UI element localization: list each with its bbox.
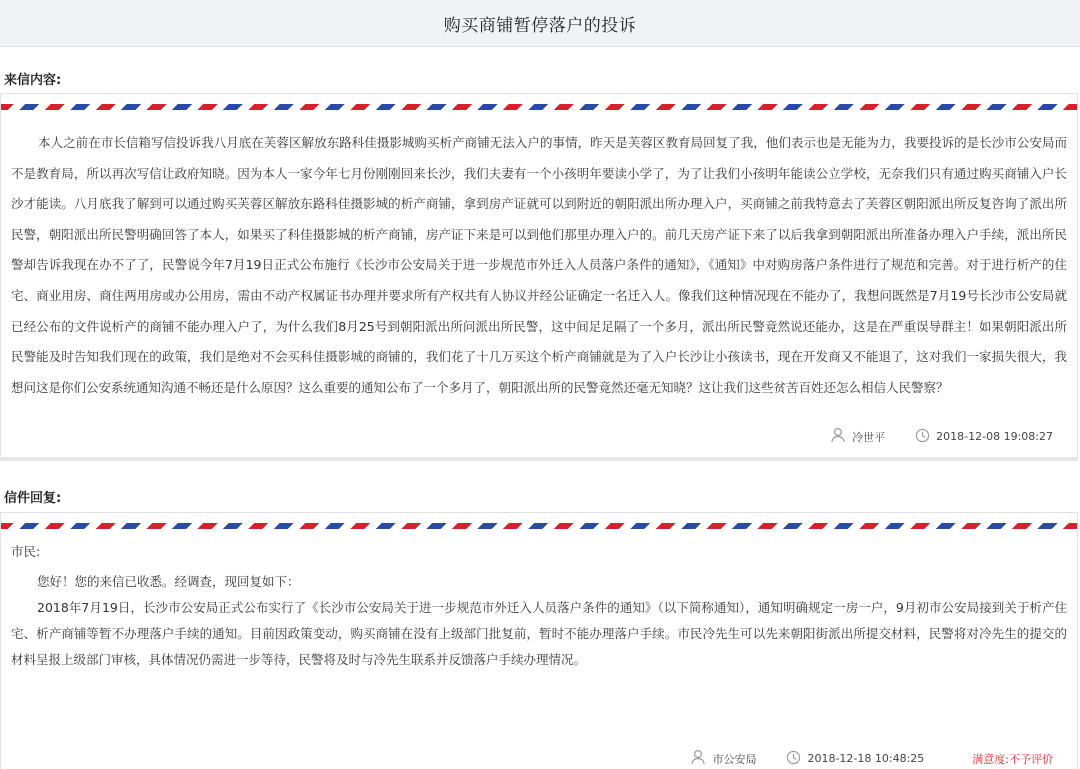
airmail-stripe (1, 104, 1077, 110)
letter-panel (0, 93, 1078, 461)
user-icon (690, 749, 706, 768)
reply-time: 2018-12-18 10:48:25 (807, 752, 925, 765)
satisfaction-label: 满意度: (972, 752, 1009, 766)
letter-meta (830, 427, 1053, 446)
reply-section-label: 信件回复: (4, 491, 62, 506)
letter-time: 2018-12-08 19:08:27 (936, 430, 1053, 443)
reply-salutation: 市民: (11, 544, 41, 559)
airmail-stripe (1, 523, 1077, 529)
page-header (0, 0, 1080, 47)
reply-author: 市公安局 (712, 752, 757, 766)
reply-body (1, 539, 1077, 673)
reply-panel (0, 512, 1078, 769)
satisfaction-value: 不予评价 (1009, 752, 1053, 766)
reply-content: 2018年7月19日，长沙市公安局正式公布实行了《长沙市公安局关于进一步规范市外迁入人员落户条件的通知》（以下简称通知），通知明确规定一房一户，9月初市公安局接到关于析产住宅、析产商铺等暂不办理落户手续的通知。目前因政策变动，购买商铺在没有上级部门批复前，暂时不能办理落户手续。市民冷先生可以先来朝阳街派出所提交材料，民警将对冷先生的提交的材料呈报上级部门审核，具体情况仍需进一步等待，民警将及时与冷先生联系并反馈落户手续办理情况。 (11, 600, 1067, 667)
page-title: 购买商铺暂停落户的投诉 (443, 15, 637, 36)
user-icon (830, 427, 846, 446)
clock-icon (915, 428, 930, 446)
clock-icon (786, 750, 801, 768)
letter-section-label: 来信内容: (4, 73, 62, 88)
letter-author: 冷世平 (852, 430, 886, 444)
reply-greeting: 您好！您的来信已收悉。经调查，现回复如下： (37, 574, 300, 589)
letter-body: 本人之前在市长信箱写信投诉我八月底在芙蓉区解放东路科佳摄影城购买析产商铺无法入户的事情，昨天是芙蓉区教育局回复了我，他们表示也是无能为力，我要投诉的是长沙市公安局而不是教育局，所以再次写信让政府知晓。因为本人一家今年七月份刚刚回来长沙，我们夫妻有一个小孩明年要读小学了，为了让我们小孩明年能读公立学校，无奈我们只有通过购买商铺入户长沙才能读。八月底我了解到可以通过购买芙蓉区解放东路科佳摄影城的析产商铺，拿到房产证就可以到附近的朝阳派出所办理入户，买商铺之前我特意去了芙蓉区朝阳派出所反复咨询了派出所民警，朝阳派出所民警明确回答了本人，如果买了科佳摄影城的析产商铺，房产证下来是可以到他们那里办理入户的。前几天房产证下来了以后我拿到朝阳派出所准备办理入户手续，派出所民警却告诉我现在办不了了，民警说今年7月19日正式公布施行《长沙市公安局关于进一步规范市外迁入人员落户条件的通知》，《通知》中对购房落户条件进行了规范和完善。对于进行析产的住宅、商业用房、商住两用房或办公用房，需由不动产权属证书办理并要求所有产权共有人协议并经公证确定一名迁入人。像我们这种情况现在不能办了，我想问既然是7月19号长沙市公安局就已经公布的文件说析产的商铺不能办理入户了，为什么我们8月25号到朝阳派出所问派出所民警，这中间足足隔了一个多月，派出所民警竟然说还能办，这是在严重误导群主！如果朝阳派出所民警能及时告知我们现在的政策，我们是绝对不会买科佳摄影城的商铺的，我们花了十几万买这个析产商铺就是为了入户长沙让小孩读书，现在开发商又不能退了，这对我们一家损失很大，我想问这是你们公安系统通知沟通不畅还是什么原因？这么重要的通知公布了一个多月了，朝阳派出所的民警竟然还毫无知晓？这让我们这些贫苦百姓还怎么相信人民警察？ (11, 135, 1067, 395)
reply-meta (690, 749, 1053, 768)
